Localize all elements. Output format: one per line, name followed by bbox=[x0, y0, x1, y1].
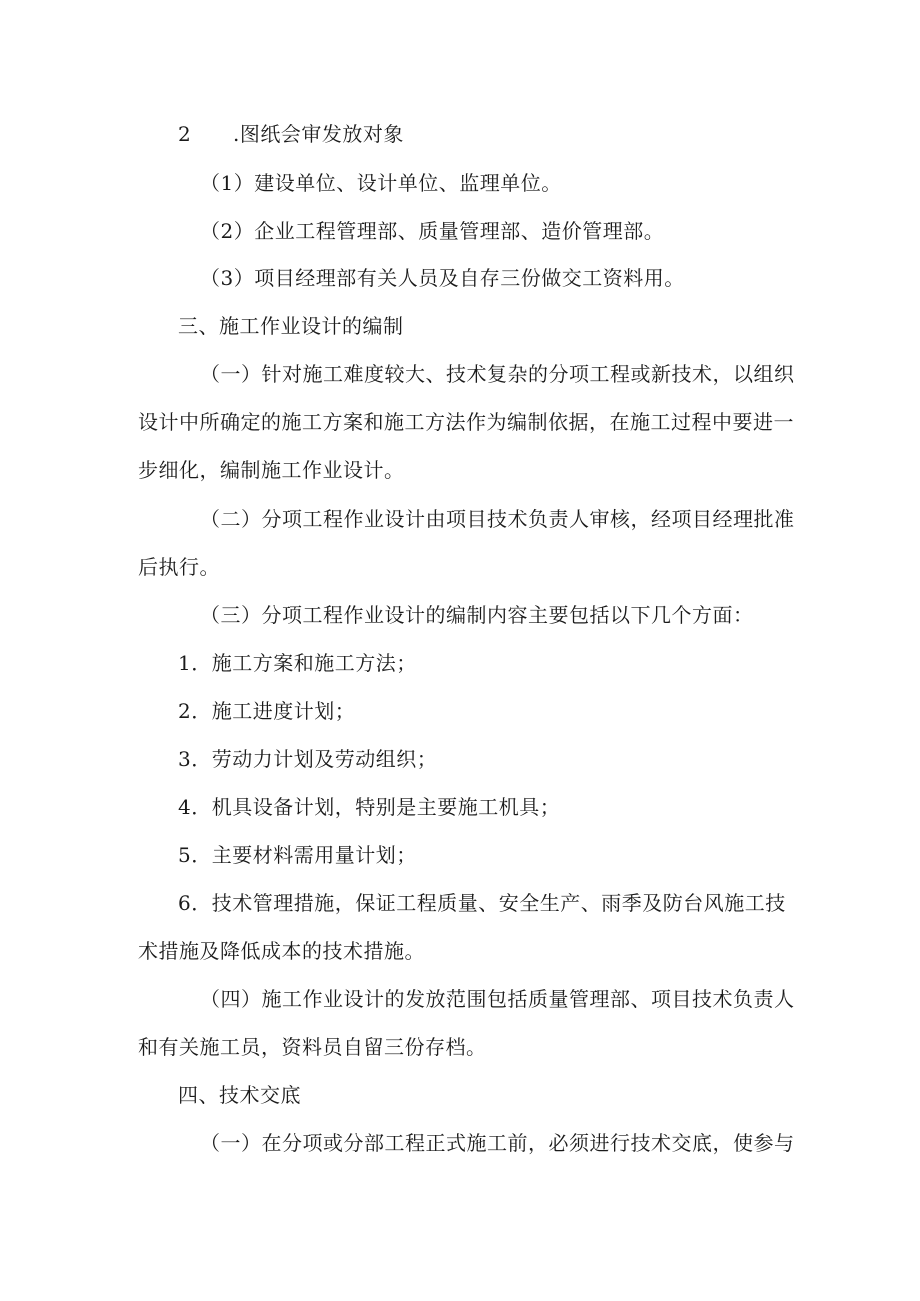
list-item: （1）建设单位、设计单位、监理单位。 bbox=[200, 171, 562, 195]
list-number: 2 bbox=[178, 122, 192, 146]
paragraph-line: 后执行。 bbox=[138, 555, 220, 579]
paragraph-line: 设计中所确定的施工方案和施工方法作为编制依据，在施工过程中要进一 bbox=[138, 410, 794, 434]
paragraph-line: 和有关施工员，资料员自留三份存档。 bbox=[138, 1035, 487, 1059]
paragraph-line: （一）针对施工难度较大、技术复杂的分项工程或新技术，以组织 bbox=[200, 362, 795, 386]
list-item: 2．施工进度计划； bbox=[178, 699, 356, 723]
list-item: （2）企业工程管理部、质量管理部、造价管理部。 bbox=[200, 219, 665, 243]
list-item-heading bbox=[178, 122, 404, 146]
section-heading: 三、施工作业设计的编制 bbox=[178, 314, 404, 338]
list-item: 6．技术管理措施，保证工程质量、安全生产、雨季及防台风施工技 bbox=[178, 891, 786, 915]
list-item: 4．机具设备计划，特别是主要施工机具； bbox=[178, 795, 561, 819]
paragraph-line: 术措施及降低成本的技术措施。 bbox=[138, 939, 425, 963]
list-item: 1．施工方案和施工方法； bbox=[178, 651, 417, 675]
section-heading: 四、技术交底 bbox=[178, 1083, 301, 1107]
list-item: 3．劳动力计划及劳动组织； bbox=[178, 747, 438, 771]
paragraph-line: （一）在分项或分部工程正式施工前，必须进行技术交底，使参与 bbox=[200, 1131, 795, 1155]
list-text: .图纸会审发放对象 bbox=[233, 122, 404, 146]
list-item: （3）项目经理部有关人员及自存三份做交工资料用。 bbox=[200, 266, 685, 290]
paragraph-line: （三）分项工程作业设计的编制内容主要包括以下几个方面： bbox=[200, 603, 754, 627]
paragraph-line: 步细化，编制施工作业设计。 bbox=[138, 458, 405, 482]
paragraph-line: （二）分项工程作业设计由项目技术负责人审核，经项目经理批准 bbox=[200, 507, 795, 531]
paragraph-line: （四）施工作业设计的发放范围包括质量管理部、项目技术负责人 bbox=[200, 987, 795, 1011]
list-item: 5．主要材料需用量计划； bbox=[178, 843, 417, 867]
